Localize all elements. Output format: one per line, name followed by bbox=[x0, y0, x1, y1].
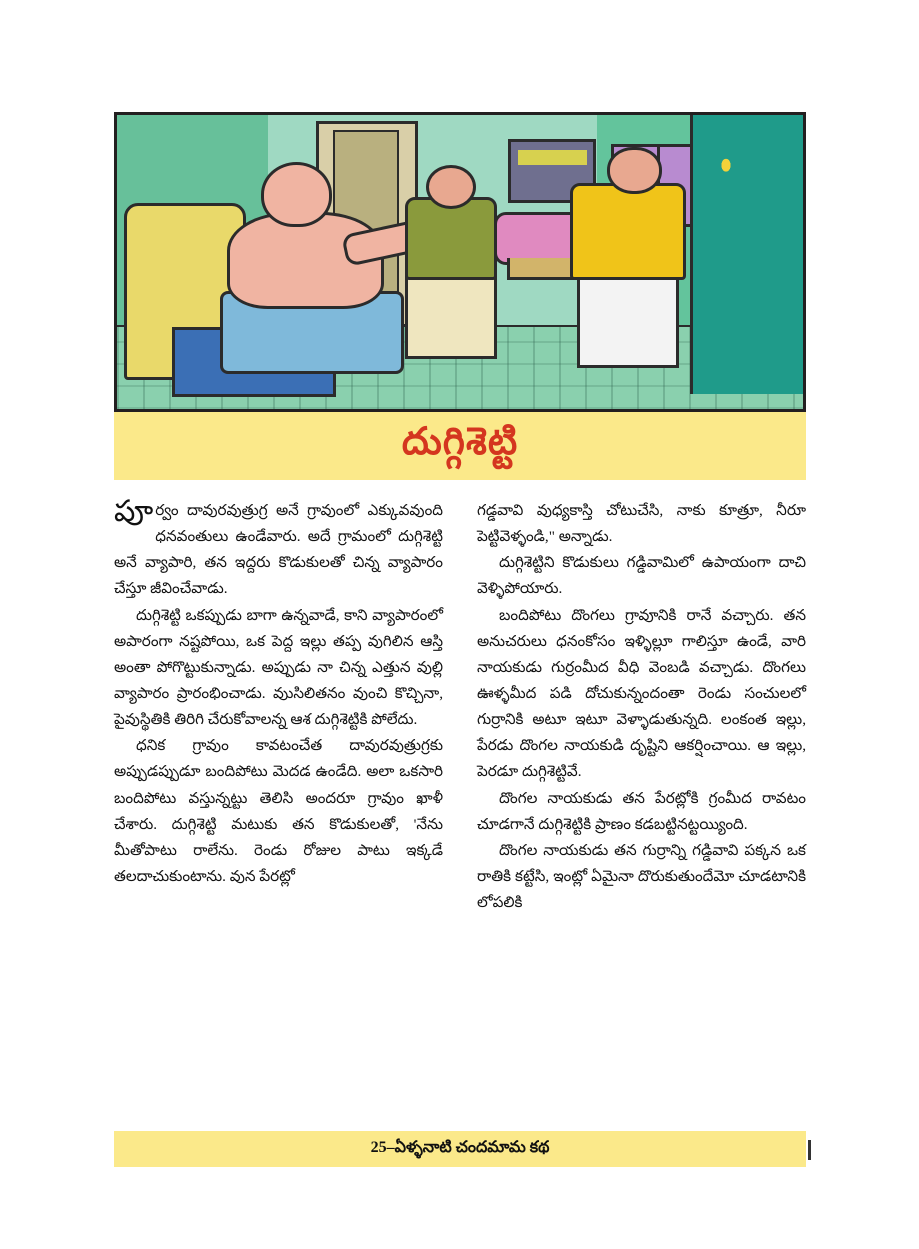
paragraph-right-5: దొంగల నాయకుడు తన గుర్రాన్ని గడ్డివావి పక్కన ఒక రాతికి కట్టేసి, ఇంట్లో ఏమైనా దొరుకుతుందేమో చూడటానికి లోపలికి bbox=[477, 841, 806, 912]
paragraph-left-3: ధనిక గ్రావుం కావటంచేత దావురవుత్రుగ్రకు అప్పుడప్పుడూ బందిపోటు వెుదడ ఉండేది. అలా ఒకసారి బందిపోటు వస్తున్నట్టు తెలిసి అందరూ గ్రావుం ఖాళీ చేశారు. దుగ్గిశెట్టి మటుకు తన కొడుకులతో, 'నేను వీుతోపాటు రాలేను. రెండు రోజుల పాటు ఇక్కడే తలదాచుకుంటాను. వున పేరట్లో bbox=[114, 737, 443, 885]
body-columns bbox=[114, 495, 806, 1128]
drop-cap: పూ bbox=[114, 495, 154, 528]
paragraph-left-1-text: ర్వం దావురవుత్రుగ్ర అనే గ్రావుంలో ఎక్కువవుంది ధనవంతులు ఉండేవారు. అదే గ్రామంలో దుగ్గిశెట్టి అనే వ్యాపారి, తన ఇద్దరు కొడుకులతో చిన్న వ్యాపారం చేస్తూ జీవించేవాడు. bbox=[114, 502, 443, 598]
paragraph-left-1 bbox=[114, 495, 443, 603]
story-illustration bbox=[114, 112, 806, 412]
footer-caption: 25–ఏళ్ళనాటి చందమామ కథ bbox=[370, 1139, 550, 1156]
boy-head bbox=[426, 165, 477, 209]
boy-body bbox=[405, 197, 497, 279]
seated-merchant-head bbox=[261, 162, 332, 227]
paragraph-left-2: దుగ్గిశెట్టి ఒకప్పుడు బాగా ఉన్నవాడే, కాని వ్యాపారంలో అపారంగా నష్టపోయి, ఒక పెద్ద ఇల్లు తప్ప వుగిలిన ఆస్తి అంతా పోగొట్టుకున్నాడు. అప్పుడు నా చిన్న ఎత్తున వుల్లి వ్యాపారం ప్రారంభించాడు. వుుసిలితనం వుంచి కొచ్చినా, పైవుస్థితికి తిరిగి చేరుకోవాలన్న ఆశ దుగ్గిశెట్టికి పోలేదు. bbox=[114, 606, 443, 729]
man-right-dhoti bbox=[577, 268, 679, 368]
paragraph-right-3: బందిపోటు దొంగలు గ్రావూనికి రానే వచ్చారు. తన అనుచరులు ధనంకోసం ఇళ్ళిల్లూ గాలిస్తూ ఉండే, వారి నాయకుడు గుర్రంమీద వీధి వెంబడి వచ్చాడు. దొంగలు ఊళ్ళవీుద పడి దోచుకున్నందంతా రెండు సంచులలో గుర్రానికి అటూ ఇటూ వెళ్ళాడుతున్నది. లంకంత ఇల్లు, పేరడు దొంగల నాయకుడి దృష్టిని ఆకర్షించాయి. ఆ ఇల్లు, పెరడూ దుగ్గిశెట్టివే. bbox=[477, 606, 806, 781]
man-right-head bbox=[607, 147, 661, 194]
boy-dhoti bbox=[405, 268, 497, 359]
paragraph-right-1: గడ్డవావి వుధ్యకాస్తి చోటుచేసి, నాకు కూత్రూ, నీరూ పెట్టివెళ్ళండి," అన్నాడు. bbox=[477, 502, 806, 546]
paragraph-right-2: దుగ్గిశెట్టిని కొడుకులు గడ్డివామిలో ఉపాయంగా దాచి వెళ్ళిపోయారు. bbox=[477, 554, 806, 598]
page-title: దుగ్గిశెట్టి bbox=[401, 420, 519, 463]
story-title-band bbox=[114, 412, 806, 480]
column-right bbox=[477, 498, 806, 1128]
page-footer-band bbox=[114, 1131, 806, 1167]
page-edge-mark bbox=[808, 1140, 811, 1160]
peacock-feather-curtain bbox=[690, 115, 803, 394]
man-right-body bbox=[570, 183, 686, 280]
column-left bbox=[114, 495, 443, 1128]
paragraph-right-4: దొంగల నాయకుడు తన పేరట్లోకి గ్రంమీద రావటం చూడగానే దుగ్గిశెట్టికి ప్రాణం కడబట్టినట్టయ్యింది. bbox=[477, 789, 806, 833]
